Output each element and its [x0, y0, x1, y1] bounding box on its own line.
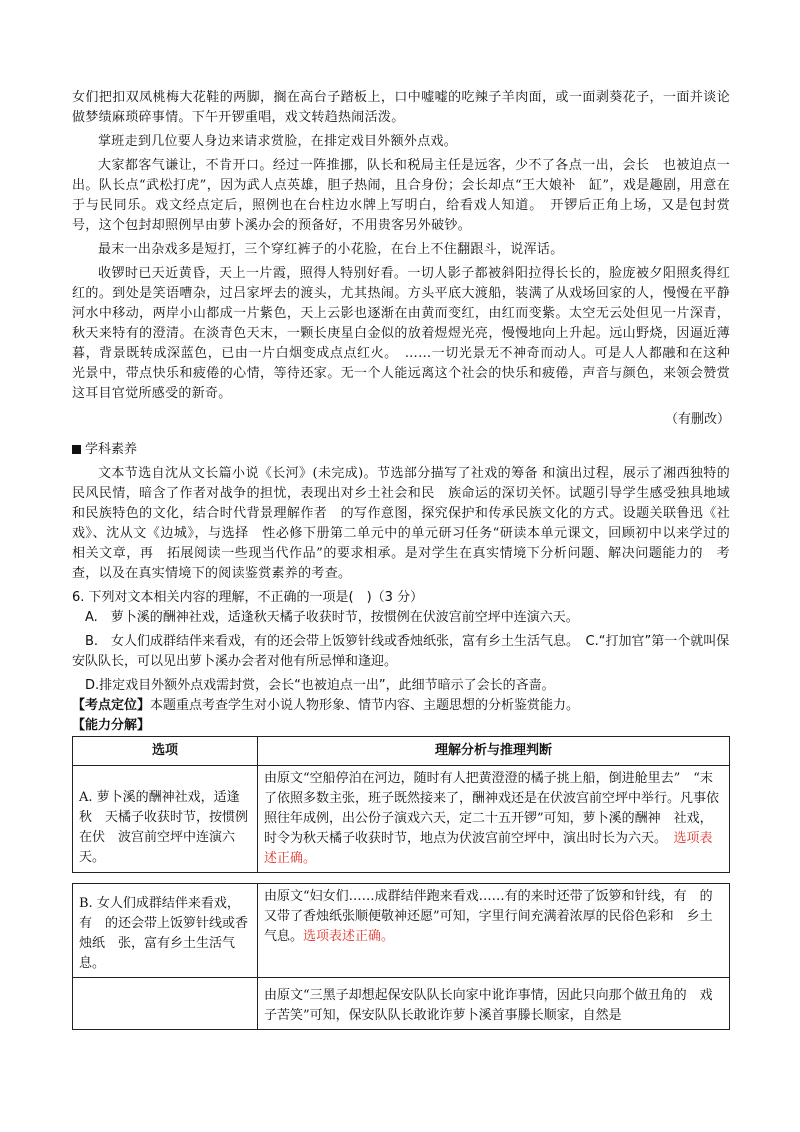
story-paragraph-5: 收锣时已天近黄昏，天上一片霞，照得人特别好看。一切人影子都被斜阳拉得长长的，脸庞被夕阳照炙得红红的。到处是笑语嘈杂，过吕家坪去的渡头，尤其热闹。方头平底大渡船，装满了从戏场回家的人，慢慢在平静河水中移动，两岸小山都成一片紫色，天上云影也逐渐在由黄而变红，由红而变紫。太空无云处但见一片深青，秋天来特有的澄清。在淡青色天末，一颗长庚星白金似的放着煜煜光亮，慢慢地向上升起。远山野烧，因逼近薄暮，背景既转成深蓝色，已由一片白烟变成点点红火。 ……一切光景无不神奇而动人。可是人人都融和在这种光景中，带点快乐和疲倦的心情，等待还家。无一个人能远离这个社会的快乐和疲倦，声音与颜色，来领会赞赏这耳目官觉所感受的新奇。: [72, 266, 730, 401]
literacy-heading-text: 学科素养: [85, 442, 138, 457]
analysis-table-2: [72, 883, 730, 1030]
story-paragraph-2: 掌班走到几位要人身边来请求赏脸，在排定戏目外额外点戏。: [98, 134, 458, 149]
row-b-option: B. 女人们成群结伴来看戏，有 的还会带上饭箩针线或香烛纸 张，富有乡土生活气息。: [73, 884, 258, 978]
table-row: [73, 766, 730, 873]
literacy-heading: [72, 440, 730, 460]
row-a-option: A. 萝卜溪的酬神社戏，适逢秋 天橘子收获时节，按惯例在伏 波宫前空坪中连演六天。: [73, 766, 258, 873]
row-b-analysis: 由原文“妇女们……成群结伴跑来看戏……有的来时还带了饭箩和针线，有 的又带了香烛纸张顺便敬神还愿”可知，字里行间充满着浓厚的民俗色彩和 乡土气息。: [264, 889, 713, 944]
square-bullet-icon: [72, 445, 81, 454]
question-stem: 6. 下列对文本相关内容的理解，不正确的一项是( )（3 分）: [72, 590, 424, 605]
row-b-verdict: 选项表述正确。: [303, 929, 395, 944]
story-paragraph-1: 女们把扣双凤桃梅大花鞋的两脚，搁在高台子踏板上，口中嘘嘘的吃辣子羊肉面，或一面剥葵花子，一面并谈论做梦绩麻琐碎事情。下午开锣重唱，戏文转趋热闹活泼。: [72, 90, 730, 125]
header-option: 选项: [73, 737, 258, 766]
literacy-text: 文本节选自沈从文长篇小说《长河》(未完成)。节选部分描写了社戏的筹备 和演出过程，展示了湘西独特的民风民情，暗含了作者对战争的担忧，表现出对乡土社会和民 族命运的深切关怀。试题引导学生感受独具地域和民族特色的文化，结合时代背景理解作者 的写作意图，探究保护和传承民族文化的方式。设题关联鲁迅《社戏》、沈从文《边城》，与选择 性必修下册第二单元中的单元研习任务“研读本单元课文，回顾初中以来学过的相关文章，再 拓展阅读一些现当代作品”的要求相承。是对学生在真实情境下分析问题、解决问题能力的 考查，以及在真实情境下的阅读鉴赏素养的考查。: [72, 466, 730, 581]
option-a: A. 萝卜溪的酬神社戏，适逢秋天橘子收获时节，按惯例在伏波宫前空坪中连演六天。: [85, 610, 579, 625]
row-a-analysis-cell: [258, 766, 730, 873]
option-b-c: B. 女人们成群结伴来看戏，有的还会带上饭箩针线或香烛纸张，富有乡土生活气息。 C.“打加官”第一个就叫保安队队长，可以见出萝卜溪办会者对他有所忌惮和逢迎。: [72, 634, 730, 669]
table-header-row: [73, 737, 730, 766]
option-d: D.排定戏目外额外点戏需封赏，会长“也被迫点一出”，此细节暗示了会长的吝啬。: [85, 678, 555, 693]
story-paragraph-3: 大家都客气谦让，不肯开口。经过一阵推挪，队长和税局主任是远客，少不了各点一出，会长 也被迫点一出。队长点“武松打虎”，因为武人点英雄，胆子热闹，且合身份；会长却点“王大娘补 缸”，戏是趣剧，用意在于与民同乐。戏文经点定后，照例也在台柱边水牌上写明白，给看戏人知道。 开锣后正角上场，又是包封赏号，这个包封却照例早由萝卜溪办会的预备好，不用贵客另外破钞。: [72, 158, 730, 233]
source-note: （有删改）: [664, 412, 730, 427]
ability-label: 【能力分解】: [72, 718, 151, 733]
analysis-table-1: [72, 736, 730, 873]
row-c-option: [73, 978, 258, 1030]
row-a-analysis: 由原文“空船停泊在河边，随时有人把黄澄澄的橘子挑上船，倒进舱里去” “末了依照多数主张，班子既然接来了，酬神戏还是在伏波宫前空坪中举行。凡事依照往年成例，出公份子演戏六天，定二十五开锣”可知，萝卜溪的酬神 社戏，时令为秋天橘子收获时节，地点为伏波宫前空坪中，演出时长为六天。: [264, 771, 720, 846]
story-paragraph-4: 最末一出杂戏多是短打，三个穿红裤子的小花脸，在台上不住翻跟斗，说浑话。: [98, 242, 564, 257]
row-b-analysis-cell: [258, 884, 730, 978]
kaodian-label: 【考点定位】: [72, 698, 151, 713]
row-a-verdict: 选项表述正确。: [264, 831, 713, 866]
table-row: [73, 978, 730, 1030]
kaodian-text: 本题重点考查学生对小说人物形象、情节内容、主题思想的分析鉴赏能力。: [150, 698, 580, 713]
kaodian-line: [72, 696, 730, 716]
header-analysis: 理解分析与推理判断: [258, 737, 730, 766]
row-c-analysis: 由原文“三黑子却想起保安队队长向家中讹诈事情，因此只向那个做丑角的 戏子苦笑”可知，保安队队长敢讹诈萝卜溪首事滕长顺家，自然是: [258, 978, 730, 1030]
table-row: [73, 884, 730, 978]
page: [72, 88, 730, 1030]
